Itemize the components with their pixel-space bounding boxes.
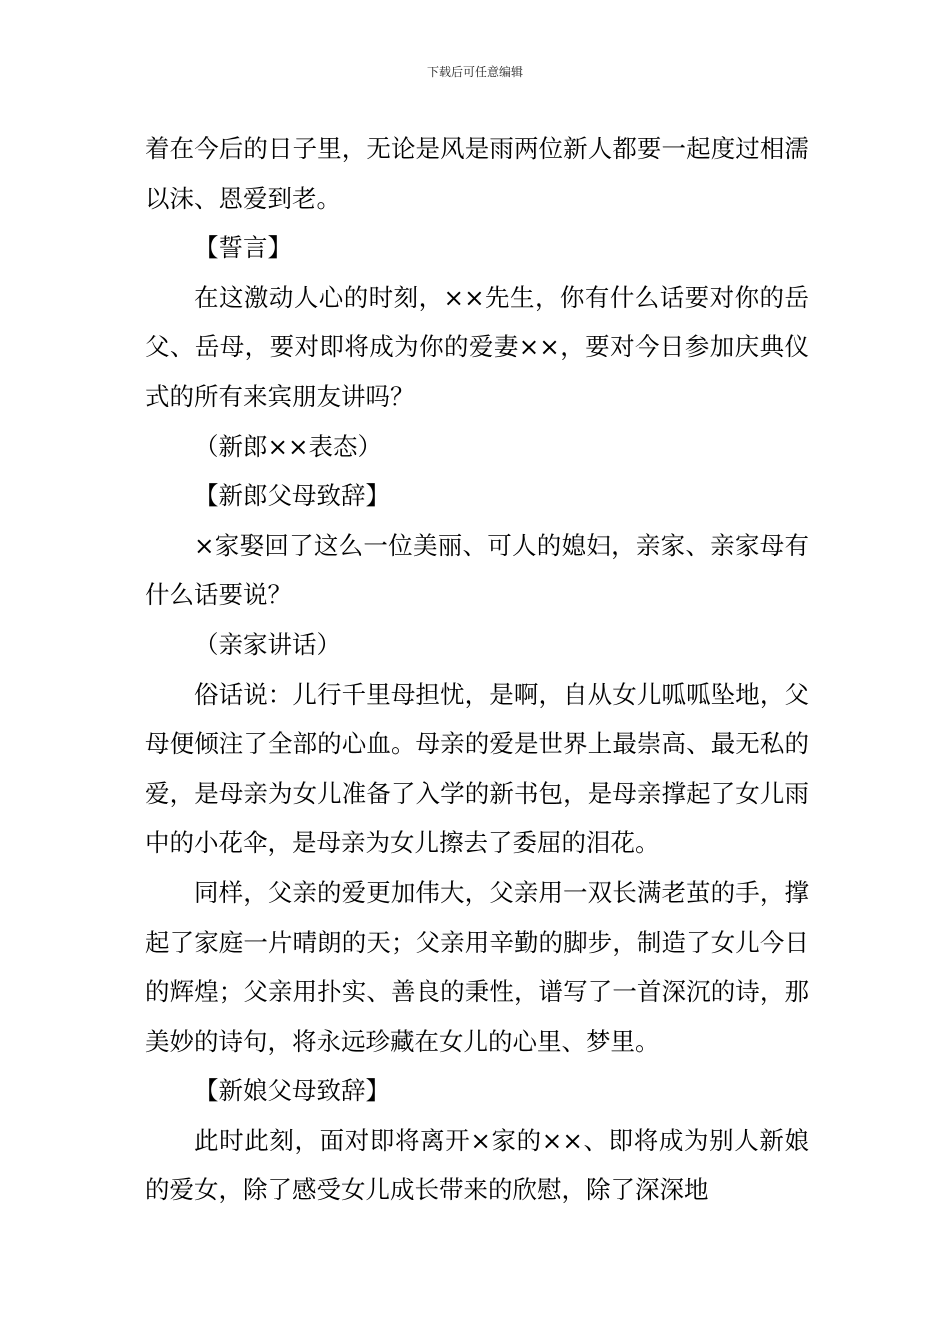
stage-note: （新郎××表态）: [194, 431, 383, 461]
section-heading-bride-parents: 【新娘父母致辞】: [194, 1076, 390, 1106]
section-heading-vows: 【誓言】: [194, 233, 292, 263]
paragraph: 此时此刻，面对即将离开×家的××、即将成为别人新娘的爱女，除了感受女儿成长带来的欣慰，除了深深地: [145, 1125, 809, 1205]
paragraph: 俗话说：儿行千里母担忧，是啊，自从女儿呱呱坠地，父母便倾注了全部的心血。母亲的爱是世界上最崇高、最无私的爱，是母亲为女儿准备了入学的新书包，是母亲撑起了女儿雨中的小花伞，是母亲为女儿擦去了委屈的泪花。: [145, 679, 809, 858]
document-body: [145, 124, 809, 1215]
page-header: 下载后可任意编辑: [426, 65, 523, 79]
paragraph: 在这激动人心的时刻，××先生，你有什么话要对你的岳父、岳母，要对即将成为你的爱妻××，要对今日参加庆典仪式的所有来宾朋友讲吗？: [145, 282, 809, 411]
paragraph-continuation: 着在今后的日子里，无论是风是雨两位新人都要一起度过相濡以沫、恩爱到老。: [145, 134, 809, 213]
paragraph: 同样，父亲的爱更加伟大，父亲用一双长满老茧的手，撑起了家庭一片晴朗的天；父亲用辛勤的脚步，制造了女儿今日的辉煌；父亲用扑实、善良的秉性，谱写了一首深沉的诗，那美妙的诗句，将永远珍藏在女儿的心里、梦里。: [145, 877, 809, 1056]
stage-note: （亲家讲话）: [194, 629, 341, 659]
paragraph: ×家娶回了这么一位美丽、可人的媳妇，亲家、亲家母有什么话要说？: [145, 530, 809, 610]
section-heading-groom-parents: 【新郎父母致辞】: [194, 481, 390, 511]
